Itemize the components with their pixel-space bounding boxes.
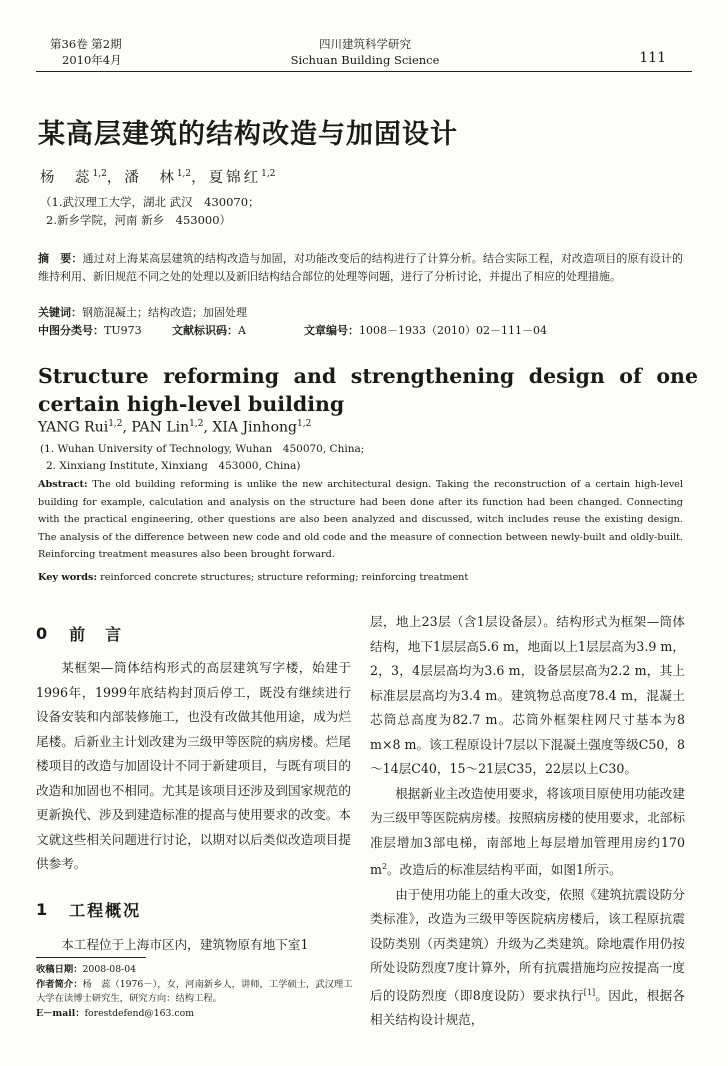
email-value: forestdefend@163.com (84, 1007, 195, 1019)
abstract-cn-text: 通过对上海某高层建筑的结构改造与加固，对功能改变后的结构进行了计算分析。结合实际工程，对改造项目的原有设计的维持利用、新旧规范不同之处的处理以及新旧结构结合部位的处理等问题，进行了分析讨论，并提出了相应的处理措施。 (38, 252, 684, 283)
author-bio (36, 978, 354, 1007)
title-en: Structure reforming and strengthening design of one certain high-level building (38, 364, 698, 416)
affiliation-cn-2: 2.新乡学院，河南 新乡 453000） (46, 213, 232, 227)
received-date (36, 963, 354, 978)
body-column-right (370, 610, 685, 1033)
paragraph-continued: 层，地上23层（含1层设备层）。结构形式为框架—筒体结构，地下1层层高5.6 m，地面以上1层层高为3.9 m，2，3，4层层高均为3.6 m，设备层层高为2.2 m，其上标准层层高均为3.4 m。建筑物总高度78.4 m，混凝土芯筒总高度为82.7 m。芯筒外框架柱网尺寸基本为8 m×8 m。该工程原设计7层以下混凝土强度等级C50，8～14层C40，15～21层C35，22层以上C30。 (370, 614, 685, 776)
paragraph-introduction: 某框架—筒体结构形式的高层建筑写字楼，始建于1996年，1999年底结构封顶后停工，既没有继续进行设备安装和内部装修施工，也没有改做其他用途，成为烂尾楼。后新业主计划改建为三级甲等医院的病房楼。烂尾楼项目的改造与加固设计不同于新建项目，与既有项目的改造和加固也不相同。尤其是该项目还涉及到国家规范的更新换代、涉及到建造标准的提高与使用要求的改变。本文就这些相关问题进行讨论，以期对以后类似改造项目提供参考。 (36, 660, 351, 871)
keywords-cn-label: 关键词： (38, 306, 82, 319)
author-sup: 1,2 (189, 419, 204, 429)
clc-label: 中图分类号： (38, 324, 104, 337)
author-en: YANG Rui (38, 419, 109, 436)
paragraph-project-overview: 本工程位于上海市区内，建筑物原有地下室1 (61, 936, 309, 952)
affiliation-en-1: (1. Wuhan University of Technology, Wuhan 450070, China; (40, 443, 365, 455)
abstract-en-text: The old building reforming is unlike the new architectural design. Taking the reconstruction of a certain high-level building for example, calculation and analysis on the structure had been done after its function had been changed. Connecting with the practical engineering, other questions are also been analyzed and discussed, witch includes reuse the existing design. The analysis of the difference between new code and old code and the measure of connection between newly-built and oldly-built. Reinforcing treatment measures also been brought forward. (38, 479, 683, 560)
page-number: 111 (639, 50, 666, 66)
body-column-left (36, 610, 351, 957)
text: 。改造后的标准层结构平面，如图1所示。 (387, 862, 622, 878)
keywords-cn (38, 304, 247, 320)
superscript: 2 (381, 862, 388, 871)
author-sup: 1,2 (296, 419, 312, 429)
author-bio-value: 杨 蕊（1976－），女，河南新乡人，讲师，工学硕士，武汉理工大学在读博士研究生，研究方向：结构工程。 (36, 978, 353, 1004)
header-issue-info (50, 36, 122, 68)
received-label: 收稿日期： (36, 964, 83, 975)
footnote-rule (36, 957, 146, 958)
header-rule (36, 71, 692, 72)
author-cn: ，夏锦红 (191, 170, 262, 186)
abstract-cn-label: 摘 要： (38, 252, 83, 265)
footnote (36, 963, 354, 1021)
title-cn: 某高层建筑的结构改造与加固设计 (38, 119, 458, 150)
article-number (304, 322, 547, 338)
author-sup: 1,2 (92, 169, 107, 180)
citation: [1] (583, 987, 596, 997)
affiliation-en-2: 2. Xinxiang Institute, Xinxiang 453000, China) (46, 460, 301, 472)
article-label: 文章编号： (304, 324, 359, 337)
keywords-en-text: reinforced concrete structures; structure reforming; reinforcing treatment (97, 572, 469, 583)
received-value: 2008-08-04 (82, 964, 137, 975)
section-title: 工程概况 (69, 901, 142, 920)
keywords-cn-text: 钢筋混凝土；结构改造；加固处理 (82, 306, 247, 319)
email (36, 1007, 354, 1022)
author-bio-label: 作者简介： (36, 978, 83, 990)
section-heading-0 (36, 610, 351, 656)
section-number: 0 (36, 623, 50, 643)
document-code (172, 322, 246, 338)
author-sup: 1,2 (108, 419, 123, 429)
abstract-en-label: Abstract: (38, 479, 88, 490)
section-title: 前 言 (69, 624, 124, 644)
section-number: 1 (36, 900, 50, 919)
abstract-cn (38, 250, 683, 286)
header-journal (250, 36, 480, 68)
author-en: , PAN Lin (122, 419, 190, 436)
author-sup: 1,2 (261, 169, 276, 180)
affiliation-cn-1: （1.武汉理工大学，湖北 武汉 430070； (40, 195, 260, 209)
section-heading-1 (36, 887, 351, 933)
clc-value: TU973 (104, 324, 142, 337)
paragraph-seismic (370, 883, 685, 1033)
text: 由于使用功能上的重大改变，依照《建筑抗震设防分类标准》，改造为三级甲等医院病房楼后，该工程原抗震设防类别（丙类建筑）升级为乙类建筑。除地震作用仍按所处设防烈度7度计算外，所有抗震措施均应按提高一度后的设防烈度（即8度设防）要求执行 (370, 886, 685, 1003)
email-label: E－mail： (36, 1007, 85, 1019)
paragraph-reuse-requirements (370, 782, 685, 883)
author-cn: ，潘 林 (106, 170, 177, 186)
article-value: 1008－1933（2010）02－111－04 (359, 324, 547, 337)
abstract-en (38, 476, 683, 564)
volume-issue: 第36卷 第2期 (50, 37, 122, 51)
clc-number (38, 322, 142, 338)
authors-cn (40, 166, 275, 187)
text: 根据新业主改造使用要求，将该项目原使用功能改建为三级甲等医院病房楼。按照病房楼的使用要求，北部标准层增加3部电梯，南部地上每层增加管理用房约170 m (370, 785, 685, 878)
authors-en (38, 419, 311, 436)
author-sup: 1,2 (176, 169, 192, 180)
doc-label: 文献标识码： (172, 324, 238, 337)
journal-name-en: Sichuan Building Science (290, 53, 440, 67)
keywords-en-label: Key words: (38, 572, 98, 583)
doc-value: A (238, 324, 246, 337)
text: 。因此，根据各相关结构设计规范， (370, 987, 686, 1028)
issue-date: 2010年4月 (62, 53, 122, 67)
author-cn: 杨 蕊 (40, 170, 93, 186)
journal-name-cn: 四川建筑科学研究 (319, 37, 411, 51)
keywords-en (38, 572, 468, 583)
author-en: , XIA Jinhong (203, 419, 297, 436)
